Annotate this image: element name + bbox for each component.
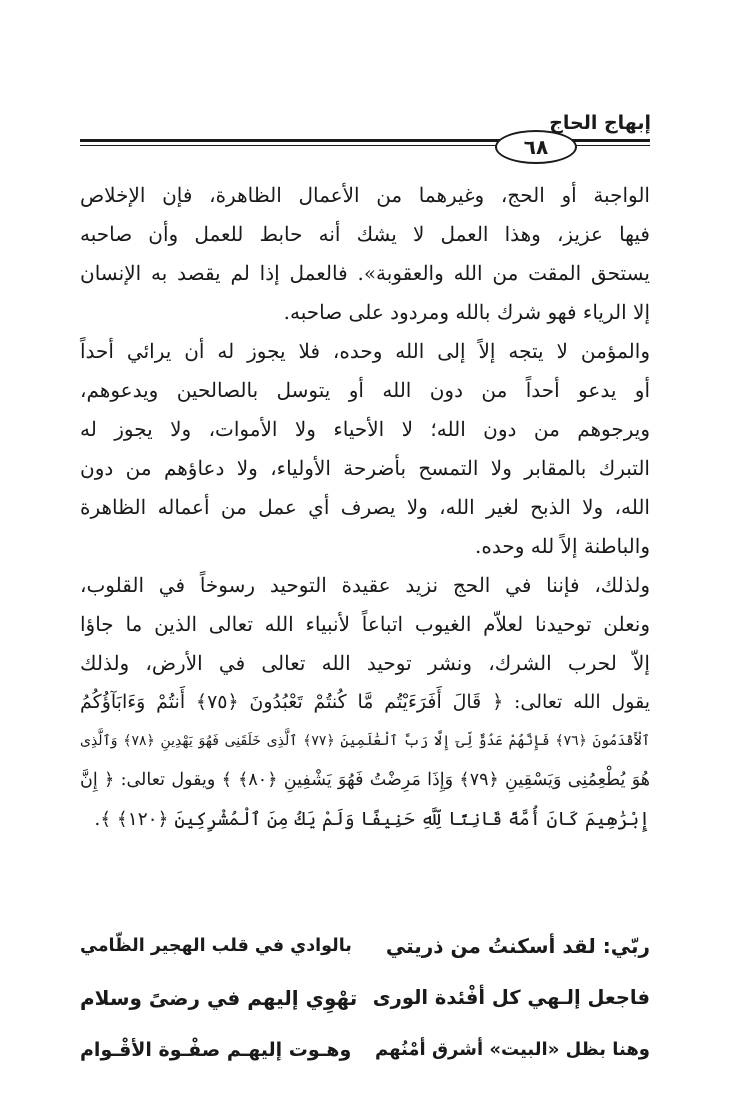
page-number: ٦٨ bbox=[495, 130, 577, 164]
text-line: فيها عزيز، وهذا العمل لا يشك أنه حابط للعمل وأن صاحبه bbox=[80, 222, 650, 246]
text-line: والمؤمن لا يتجه إلاً إلى الله وحده، فلا يجوز له أن يرائي أحداً bbox=[80, 339, 650, 363]
body-text bbox=[80, 176, 650, 839]
verse-second-hemistich: وهـوت إليهـم صفْـوة الأقْـوام bbox=[80, 1039, 352, 1061]
text-line: أو يدعو أحداً من دون الله أو يتوسل بالصالحين ويدعوهم، bbox=[80, 378, 650, 402]
text-line: الواجبة أو الحج، وغيرهما من الأعمال الظاهرة، فإن الإخلاص bbox=[80, 183, 650, 207]
text-line: ولذلك، فإننا في الحج نزيد عقيدة التوحيد رسوخاً في القلوب، bbox=[80, 573, 650, 597]
poem-verse bbox=[80, 972, 650, 1024]
quran-line: ٱلْأَقْدَمُونَ ﴿٧٦﴾ فَإِنَّهُمْ عَدُوٌّ لِّىٓ إِلَّا رَبَّ ٱلْعَٰلَمِينَ ﴿٧٧﴾ ٱلَّذِى خَلَقَنِى فَهُوَ يَهْدِينِ ﴿٧٨﴾ وَٱلَّذِى bbox=[80, 733, 651, 749]
text-line: إلا الرياء فهو شرك بالله ومردود على صاحبه. bbox=[283, 300, 650, 324]
text-line: ويرجوهم من دون الله؛ لا الأحياء ولا الأموات، ولا يجوز له bbox=[80, 417, 650, 441]
running-title: إبهاج الحاج bbox=[549, 112, 651, 134]
text-line: التبرك بالمقابر ولا التمسح بأضرحة الأولياء، ولا دعاؤهم من دون bbox=[80, 456, 650, 480]
verse-first-hemistich: فاجعل إلـهي كل أفْئدة الورى bbox=[372, 986, 650, 1009]
quran-line: يقول الله تعالى: ﴿ قَالَ أَفَرَءَيْتُم مَّا كُنتُمْ تَعْبُدُونَ ﴿٧٥﴾ أَنتُمْ وَءَابَآؤُكُمُ bbox=[80, 691, 650, 713]
text-line: والباطنة إلاً لله وحده. bbox=[475, 534, 650, 558]
verse-first-hemistich: وهنا بظل «البيت» أشرق أمْنُهم bbox=[375, 1039, 650, 1060]
verse-second-hemistich: بالوادي في قلب الهجير الظّامي bbox=[80, 936, 352, 956]
poem bbox=[80, 920, 650, 1076]
text-line: ونعلن توحيدنا لعلاّم الغيوب اتباعاً لأنبياء الله تعالى الذين ما جاؤا bbox=[80, 612, 650, 636]
verse-second-hemistich: تهْوِي إليهم في رضىً وسلام bbox=[80, 986, 358, 1010]
text-line: يستحق المقت من الله والعقوبة». فالعمل إذا لم يقصد به الإنسان bbox=[80, 261, 650, 285]
text-line: إلاّ لحرب الشرك، ونشر توحيد الله تعالى في الأرض، ولذلك bbox=[80, 651, 650, 675]
quran-line: هُوَ يُطْعِمُنِى وَيَسْقِينِ ﴿٧٩﴾ وَإِذَا مَرِضْتُ فَهُوَ يَشْفِينِ ﴿٨٠﴾ ﴾ ويقول تعالى: ﴿ إِنَّ bbox=[80, 770, 650, 790]
poem-verse bbox=[80, 920, 650, 972]
verse-first-hemistich: ربّي: لقد أسكنتُ من ذريتي bbox=[385, 934, 650, 958]
quran-line: إِبْرَٰهِيمَ كَانَ أُمَّةً قَانِتًا لِّلَّهِ حَنِيفًا وَلَمْ يَكُ مِنَ ٱلْمُشْرِكِينَ ﴿١٢٠﴾ ﴾. bbox=[94, 809, 650, 830]
poem-verse bbox=[80, 1024, 650, 1076]
text-line: الله، ولا الذبح لغير الله، ولا يصرف أي عمل من أعماله الظاهرة bbox=[80, 495, 650, 519]
